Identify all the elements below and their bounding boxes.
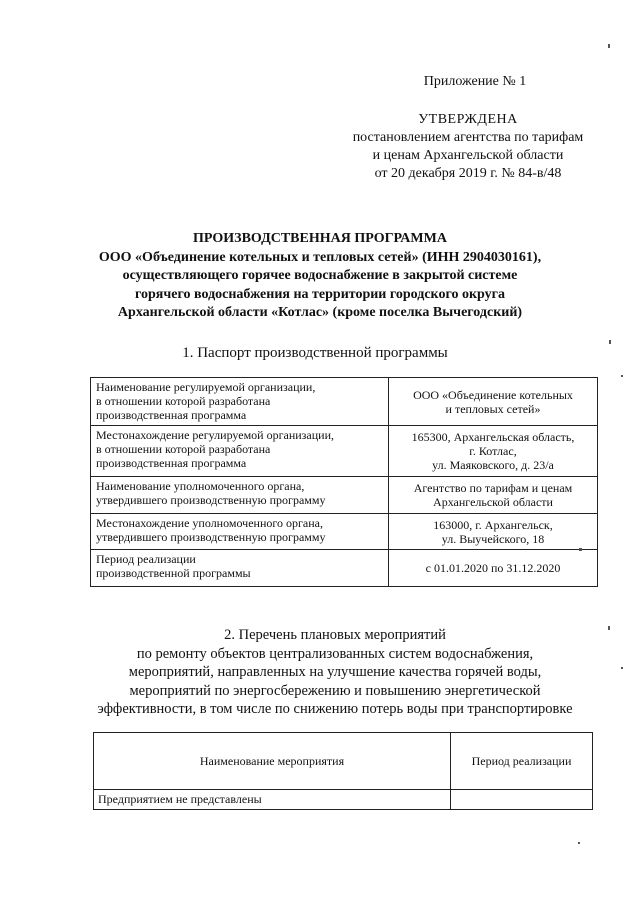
scan-speck bbox=[608, 44, 610, 48]
scan-speck bbox=[609, 340, 611, 344]
table-row bbox=[91, 426, 598, 477]
value-line: и тепловых сетей» bbox=[445, 401, 541, 416]
label-line: утвердившего производственную программу bbox=[96, 530, 326, 544]
scan-speck bbox=[621, 667, 623, 669]
table-header-row bbox=[94, 733, 593, 790]
label-line: производственная программа bbox=[96, 456, 247, 470]
row-label bbox=[91, 426, 389, 477]
title-line: ООО «Объединение котельных и тепловых сетей» (ИНН 2904030161), bbox=[98, 249, 542, 265]
row-value bbox=[389, 426, 598, 477]
value-line: с 01.01.2020 по 31.12.2020 bbox=[425, 561, 561, 575]
value-line: г. Котлас, bbox=[469, 444, 517, 458]
row-label bbox=[91, 477, 389, 514]
table-row bbox=[91, 477, 598, 514]
row-value bbox=[389, 514, 598, 550]
label-line: Наименование уполномоченного органа, bbox=[96, 479, 305, 493]
title-line: Архангельской области «Котлас» (кроме поселка Вычегодский) bbox=[117, 305, 523, 320]
label-line: в отношении которой разработана bbox=[96, 394, 271, 408]
heading-line: 2. Перечень плановых мероприятий bbox=[224, 627, 446, 643]
measure-name-cell: Предприятием не представлены bbox=[94, 790, 451, 810]
label-line: Местонахождение уполномоченного органа, bbox=[96, 516, 323, 530]
approval-line: от 20 декабря 2019 г. № 84-в/48 bbox=[374, 166, 562, 181]
value-line: Агентство по тарифам и ценам bbox=[413, 481, 573, 495]
column-header-name: Наименование мероприятия bbox=[94, 733, 451, 790]
table-row bbox=[91, 378, 598, 426]
heading-line: по ремонту объектов централизованных систем водоснабжения, bbox=[136, 645, 534, 662]
row-label bbox=[91, 514, 389, 550]
table-row bbox=[91, 514, 598, 550]
approval-line: постановлением агентства по тарифам bbox=[352, 130, 584, 145]
value-line: ул. Выучейского, 18 bbox=[441, 531, 545, 546]
section2-heading bbox=[90, 626, 580, 719]
title-line: ПРОИЗВОДСТВЕННАЯ ПРОГРАММА bbox=[193, 231, 447, 246]
label-line: производственная программа bbox=[96, 408, 247, 422]
approval-block bbox=[330, 111, 606, 183]
table-row bbox=[94, 790, 593, 810]
value-line: ул. Маяковского, д. 23/а bbox=[432, 458, 554, 472]
label-line: утвердившего производственную программу bbox=[96, 493, 326, 507]
label-line: производственной программы bbox=[96, 566, 251, 580]
label-line: в отношении которой разработана bbox=[96, 442, 271, 456]
approval-line: и ценам Архангельской области bbox=[372, 148, 564, 163]
row-label bbox=[91, 550, 389, 587]
value-line: 163000, г. Архангельск, bbox=[433, 517, 553, 532]
heading-line: мероприятий по энергосбережению и повышению энергетической bbox=[129, 682, 541, 699]
approved-title: УТВЕРЖДЕНА bbox=[418, 112, 518, 127]
label-line: Наименование регулируемой организации, bbox=[96, 380, 316, 394]
title-line: горячего водоснабжения на территории городского округа bbox=[135, 286, 505, 302]
appendix-label: Приложение № 1 bbox=[423, 74, 527, 89]
scan-speck bbox=[608, 626, 610, 630]
measures-table bbox=[93, 732, 593, 810]
row-value bbox=[389, 550, 598, 587]
column-header-period: Период реализации bbox=[451, 733, 593, 790]
scan-speck bbox=[621, 375, 623, 377]
table-row bbox=[91, 550, 598, 587]
value-line: Архангельской области bbox=[433, 495, 553, 509]
row-label bbox=[91, 378, 389, 426]
row-value bbox=[389, 378, 598, 426]
row-value bbox=[389, 477, 598, 514]
measure-period-cell bbox=[451, 790, 593, 810]
label-line: Местонахождение регулируемой организации, bbox=[96, 428, 335, 442]
value-line: ООО «Объединение котельных bbox=[413, 387, 573, 402]
label-line: Период реализации bbox=[96, 552, 196, 566]
heading-line: мероприятий, направленных на улучшение качества горячей воды, bbox=[128, 664, 542, 680]
scan-speck bbox=[579, 548, 582, 551]
passport-table bbox=[90, 377, 598, 587]
title-line: осуществляющего горячее водоснабжение в закрытой системе bbox=[122, 268, 518, 283]
heading-line: эффективности, в том числе по снижению потерь воды при транспортировке bbox=[97, 701, 573, 717]
section1-heading: 1. Паспорт производственной программы bbox=[182, 345, 448, 361]
value-line: 165300, Архангельская область, bbox=[411, 430, 575, 444]
program-title bbox=[60, 230, 580, 323]
scan-speck bbox=[578, 842, 580, 844]
